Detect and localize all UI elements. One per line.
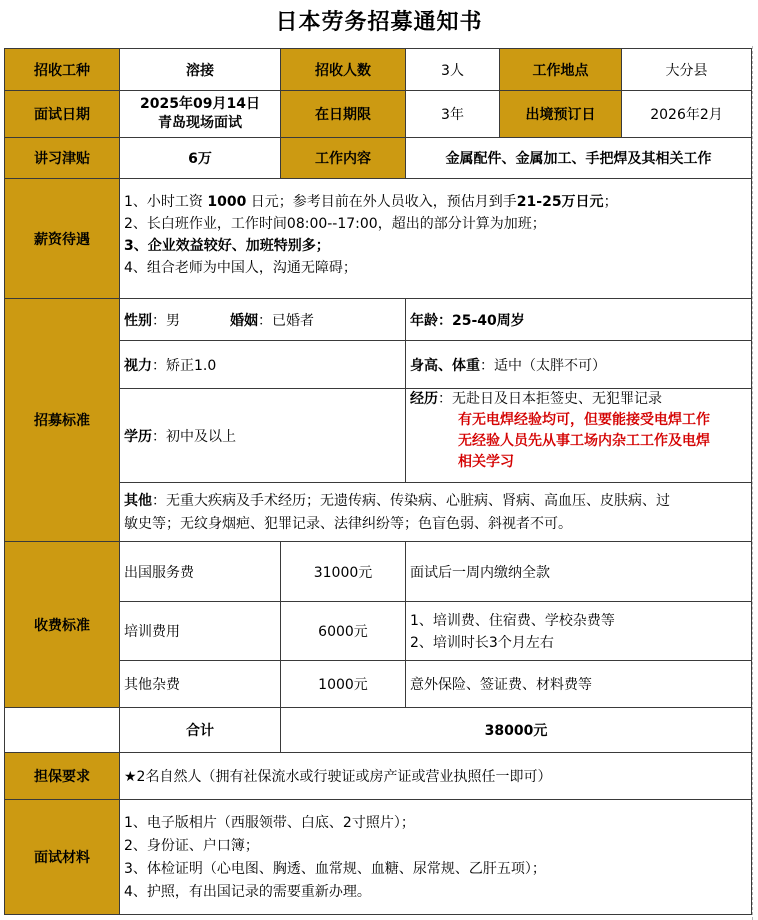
experience-line: 经历：无赴日及日本拒签史、无犯罪记录: [410, 391, 662, 407]
experience-red-1: 有无电焊经验均可，但要能接受电焊工作: [458, 412, 710, 428]
total-value: 38000元: [280, 707, 752, 753]
education-cell: [119, 388, 406, 483]
materials-details: [119, 799, 752, 915]
total-blank-cell: [4, 707, 120, 753]
salary-line-2: 2、长白班作业，工作时间08:00--17:00，超出的部分计算为加班；: [124, 216, 546, 232]
work-location-value: 大分县: [621, 48, 752, 91]
job-type-value: 溶接: [119, 48, 281, 91]
vision-cell: [119, 340, 406, 389]
education-value: ：初中及以上: [152, 428, 236, 445]
height-weight-label: 身高、体重: [410, 357, 480, 374]
fee-note-2: [405, 601, 752, 661]
interview-date-label: 面试日期: [4, 90, 120, 138]
gender-label: 性别: [124, 312, 152, 329]
standard-label: 招募标准: [4, 298, 120, 542]
salary-line-4: 4、组合老师为中国人，沟通无障碍；: [124, 260, 357, 276]
materials-label: 面试材料: [4, 799, 120, 915]
work-content-label: 工作内容: [280, 137, 406, 179]
guarantee-value: ★2名自然人（拥有社保流水或行驶证或房产证或营业执照任一即可）: [119, 752, 752, 800]
education-label: 学历: [124, 428, 152, 445]
interview-date-value: [119, 90, 281, 138]
work-content-value: 金属配件、金属加工、手把焊及其相关工作: [405, 137, 752, 179]
fee-note-2-line-2: 2、培训时长3个月左右: [410, 635, 554, 651]
recruit-count-label: 招收人数: [280, 48, 406, 91]
interview-date: 2025年09月14日: [140, 96, 260, 112]
total-label: 合计: [119, 707, 281, 753]
term-label: 在日期限: [280, 90, 406, 138]
departure-label: 出境预订日: [499, 90, 622, 138]
vision-label: 视力: [124, 357, 152, 374]
fee-amount-1: 31000元: [280, 541, 406, 602]
materials-line-1: 1、电子版相片（西服领带、白底、2寸照片）；: [124, 815, 415, 831]
gender-marriage-cell: [119, 298, 406, 341]
fee-name-3: 其他杂费: [119, 660, 281, 708]
term-value: 3年: [405, 90, 500, 138]
departure-value: 2026年2月: [621, 90, 752, 138]
job-type-label: 招收工种: [4, 48, 120, 91]
fee-amount-3: 1000元: [280, 660, 406, 708]
fee-amount-2: 6000元: [280, 601, 406, 661]
interview-place: 青岛现场面试: [158, 115, 242, 131]
materials-line-2: 2、身份证、户口簿；: [124, 838, 259, 854]
subsidy-label: 讲习津贴: [4, 137, 120, 179]
materials-line-3: 3、体检证明（心电图、胸透、血常规、血糖、尿常规、乙肝五项）；: [124, 861, 546, 877]
guarantee-label: 担保要求: [4, 752, 120, 800]
height-weight-cell: [405, 340, 752, 389]
salary-line-3: 3、企业效益较好、加班特别多；: [124, 238, 330, 254]
other-requirements-cell: [119, 482, 752, 542]
vision-value: ：矫正1.0: [152, 357, 217, 374]
recruit-count-value: 3人: [405, 48, 500, 91]
experience-red-3: 相关学习: [458, 454, 514, 470]
salary-label: 薪资待遇: [4, 178, 120, 299]
page-break-line: [752, 46, 753, 920]
experience-red-2: 无经验人员先从事工场内杂工工作及电焊: [458, 433, 710, 449]
marriage-label: 婚姻: [230, 312, 258, 329]
subsidy-value: 6万: [119, 137, 281, 179]
fee-note-3: 意外保险、签证费、材料费等: [405, 660, 752, 708]
salary-details: [119, 178, 752, 299]
experience-cell: [405, 388, 752, 483]
salary-line-1: 1、小时工资 1000 日元；参考目前在外人员收入，预估月到手21-25万日元；: [124, 194, 618, 210]
height-weight-value: ：适中（太胖不可）: [480, 357, 606, 374]
fee-note-2-line-1: 1、培训费、住宿费、学校杂费等: [410, 613, 615, 629]
work-location-label: 工作地点: [499, 48, 622, 91]
age-cell: 年龄：25-40周岁: [405, 298, 752, 341]
other-line-1: 其他：无重大疾病及手术经历；无遗传病、传染病、心脏病、肾病、高血压、皮肤病、过: [124, 493, 670, 509]
fees-label: 收费标准: [4, 541, 120, 708]
marriage-value: ：已婚者: [258, 312, 314, 329]
fee-note-1: 面试后一周内缴纳全款: [405, 541, 752, 602]
gender-value: ：男: [152, 312, 180, 329]
fee-name-1: 出国服务费: [119, 541, 281, 602]
page-title: 日本劳务招募通知书: [275, 10, 483, 35]
materials-line-4: 4、护照，有出国记录的需要重新办理。: [124, 884, 371, 900]
other-line-2: 敏史等；无纹身烟疤、犯罪记录、法律纠纷等；色盲色弱、斜视者不可。: [124, 516, 572, 532]
fee-name-2: 培训费用: [119, 601, 281, 661]
